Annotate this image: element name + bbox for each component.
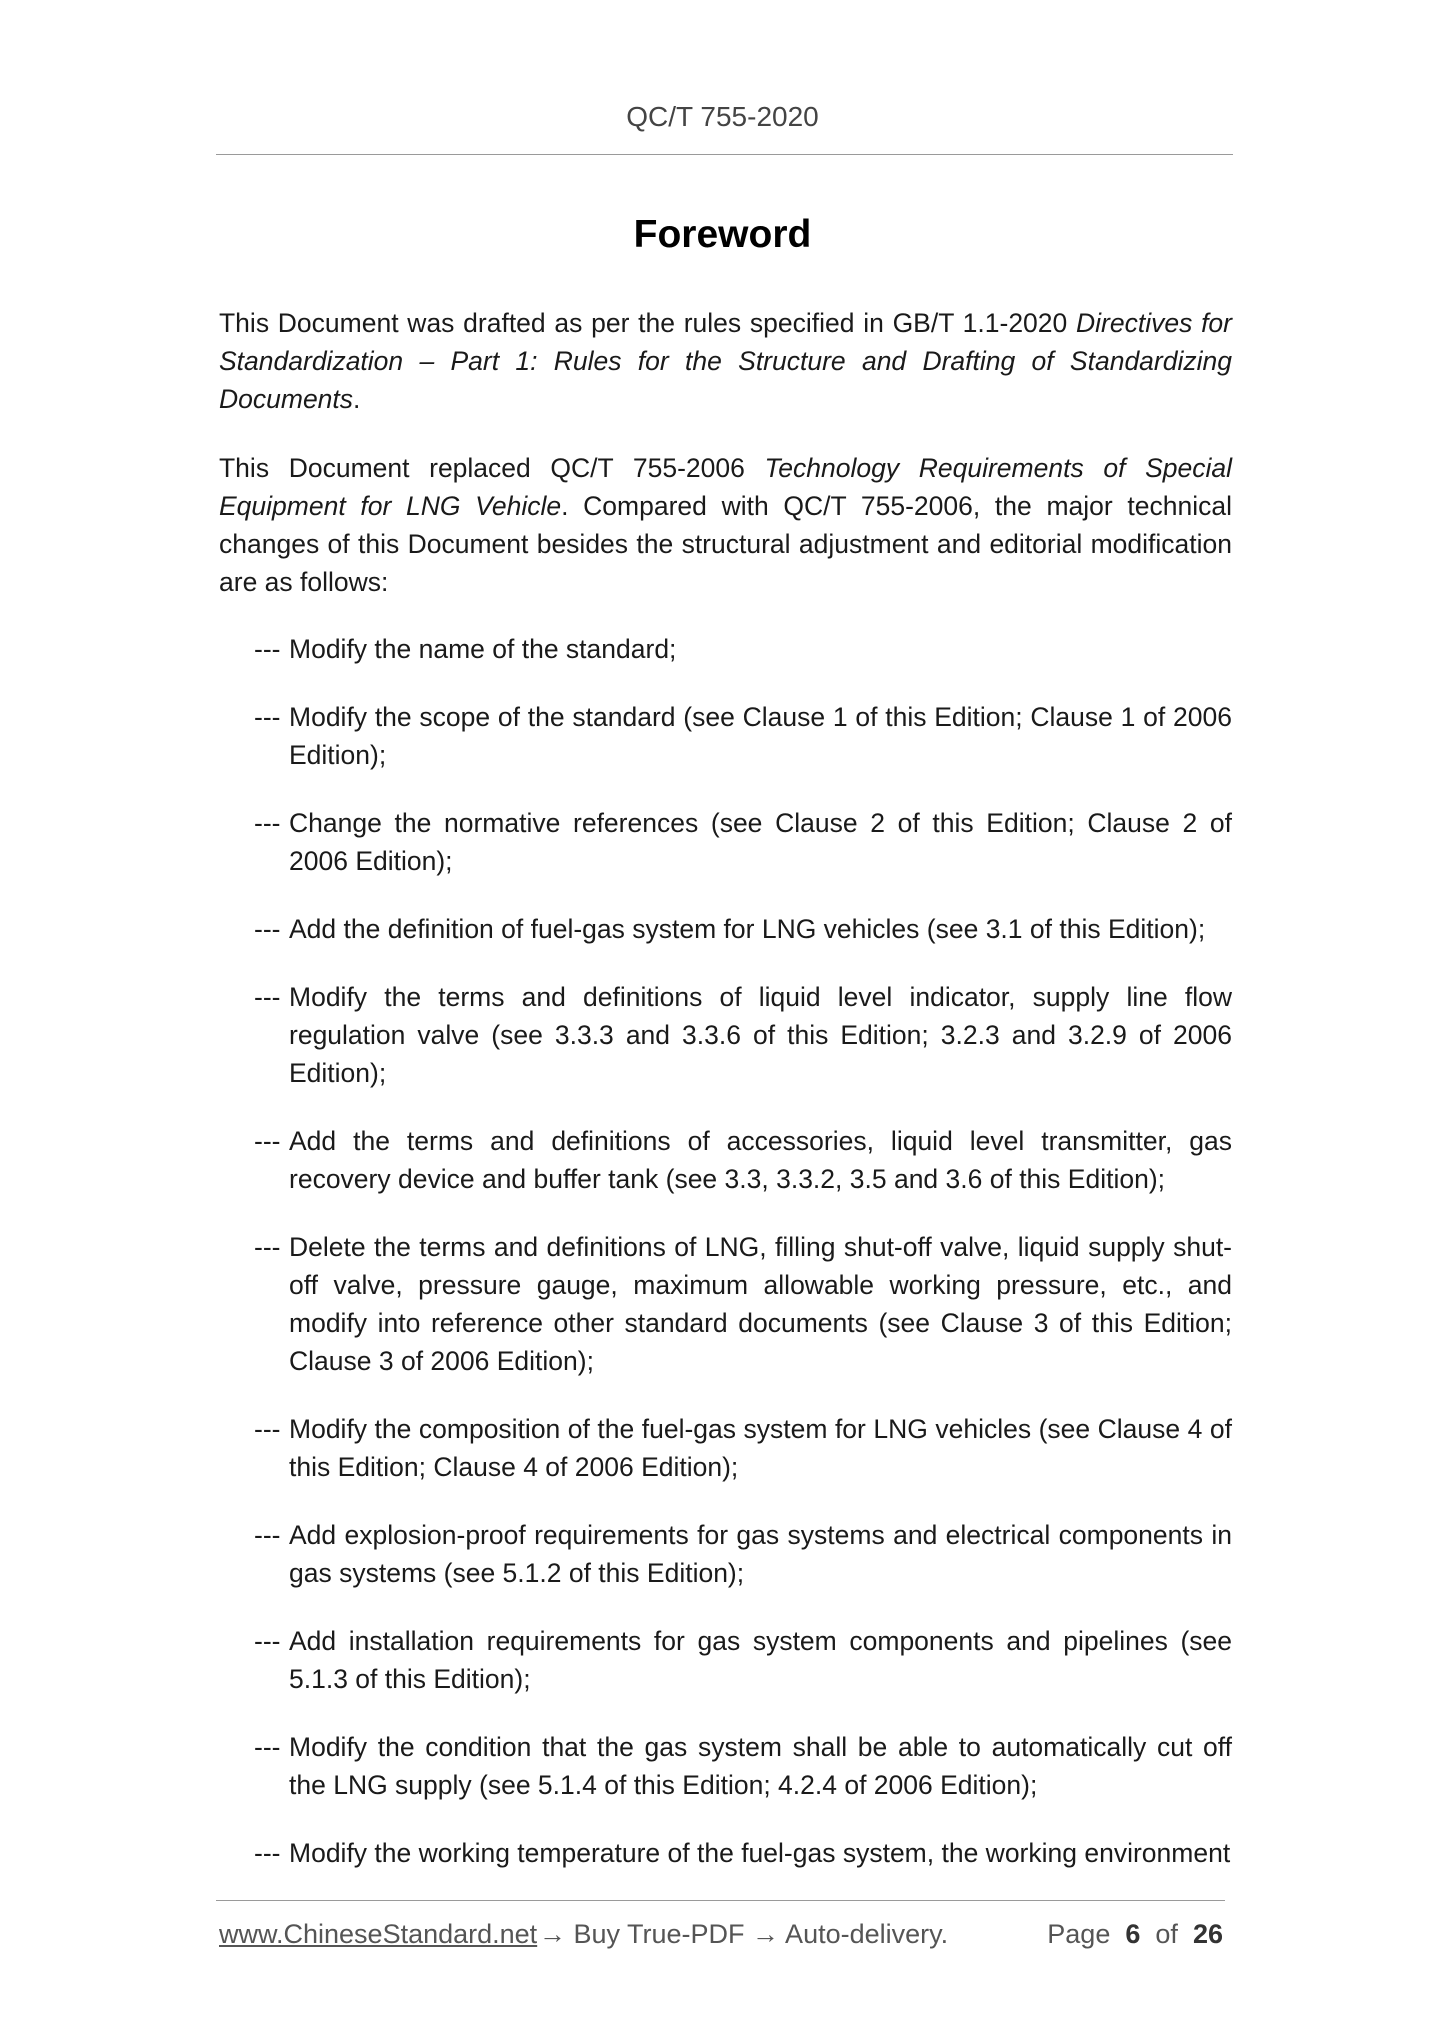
list-item-text: Change the normative references (see Clause 2 of this Edition; Clause 2 of 2006 Edition); xyxy=(289,808,1232,876)
intro-paragraph xyxy=(219,304,1232,418)
list-dash: --- xyxy=(254,1126,281,1156)
list-item xyxy=(254,804,1232,880)
list-dash: --- xyxy=(254,1732,281,1762)
list-dash: --- xyxy=(254,1232,281,1262)
page-label: Page xyxy=(1047,1919,1111,1949)
list-item xyxy=(254,698,1232,774)
list-dash: --- xyxy=(254,808,281,838)
list-item xyxy=(254,1834,1232,1872)
of-label: of xyxy=(1155,1919,1178,1949)
list-dash: --- xyxy=(254,1838,281,1868)
list-item xyxy=(254,1516,1232,1592)
list-dash: --- xyxy=(254,1414,281,1444)
footer-divider xyxy=(216,1900,1225,1901)
page-indicator xyxy=(1047,1919,1223,1950)
list-item-text: Modify the working temperature of the fuel-gas system, the working environment xyxy=(289,1838,1231,1868)
list-item-text: Modify the terms and definitions of liquid level indicator, supply line flow regulation valve (see 3.3.3 and 3.3.6 of this Edition; 3.2.3 and 3.2.9 of 2006 Edition); xyxy=(289,982,1232,1088)
list-item xyxy=(254,1122,1232,1198)
technical-changes-list xyxy=(254,630,1232,1902)
document-code-header: QC/T 755-2020 xyxy=(626,101,819,132)
list-item xyxy=(254,978,1232,1092)
list-dash: --- xyxy=(254,1626,281,1656)
list-item xyxy=(254,630,1232,668)
list-item xyxy=(254,1622,1232,1698)
intro-text-2: . xyxy=(353,384,361,414)
page-total: 26 xyxy=(1192,1919,1223,1949)
list-item xyxy=(254,1728,1232,1804)
list-item xyxy=(254,1410,1232,1486)
intro-text-1: This Document was drafted as per the rules specified in GB/T 1.1-2020 xyxy=(219,308,1077,338)
replacement-text-2: . Compared with QC/T 755-2006, the major technical changes of this Document besides the structural adjustment and editorial modification are as follows: xyxy=(219,491,1233,597)
list-item-text: Modify the scope of the standard (see Clause 1 of this Edition; Clause 1 of 2006 Edition); xyxy=(289,702,1232,770)
list-item xyxy=(254,1228,1232,1380)
list-item-text: Add installation requirements for gas system components and pipelines (see 5.1.3 of this Edition); xyxy=(289,1626,1232,1694)
list-item-text: Add the definition of fuel-gas system for LNG vehicles (see 3.1 of this Edition); xyxy=(289,914,1206,944)
page-number: 6 xyxy=(1125,1919,1141,1949)
website-link[interactable]: www.ChineseStandard.net xyxy=(219,1919,538,1949)
intro-referenced-title: Directives for Standardization – Part 1: Rules for the Structure and Drafting of Standardizing Documents xyxy=(219,308,1232,414)
list-dash: --- xyxy=(254,982,281,1012)
replacement-text-1: This Document replaced QC/T 755-2006 xyxy=(219,453,765,483)
page-title: Foreword xyxy=(633,213,812,256)
list-item-text: Delete the terms and definitions of LNG, filling shut-off valve, liquid supply shut-off valve, pressure gauge, maximum allowable working pressure, etc., and modify into reference other standard documents (see Clause 3 of this Edition; Clause 3 of 2006 Edition); xyxy=(289,1232,1232,1376)
list-dash: --- xyxy=(254,1520,281,1550)
list-dash: --- xyxy=(254,702,281,732)
list-item xyxy=(254,910,1232,948)
list-item-text: Add the terms and definitions of accessories, liquid level transmitter, gas recovery device and buffer tank (see 3.3, 3.3.2, 3.5 and 3.6 of this Edition); xyxy=(289,1126,1232,1194)
list-dash: --- xyxy=(254,634,281,664)
list-dash: --- xyxy=(254,914,281,944)
header-divider xyxy=(216,154,1233,155)
list-item-text: Modify the composition of the fuel-gas system for LNG vehicles (see Clause 4 of this Edition; Clause 4 of 2006 Edition); xyxy=(289,1414,1232,1482)
footer-purchase-text: → Buy True-PDF → Auto-delivery. xyxy=(539,1919,949,1949)
list-item-text: Modify the condition that the gas system shall be able to automatically cut off the LNG supply (see 5.1.4 of this Edition; 4.2.4 of 2006 Edition); xyxy=(289,1732,1232,1800)
list-item-text: Modify the name of the standard; xyxy=(289,634,677,664)
replacement-paragraph xyxy=(219,449,1232,601)
list-item-text: Add explosion-proof requirements for gas systems and electrical components in gas systems (see 5.1.2 of this Edition); xyxy=(289,1520,1232,1588)
replaced-standard-title: Technology Requirements of Special Equipment for LNG Vehicle xyxy=(219,453,1232,521)
